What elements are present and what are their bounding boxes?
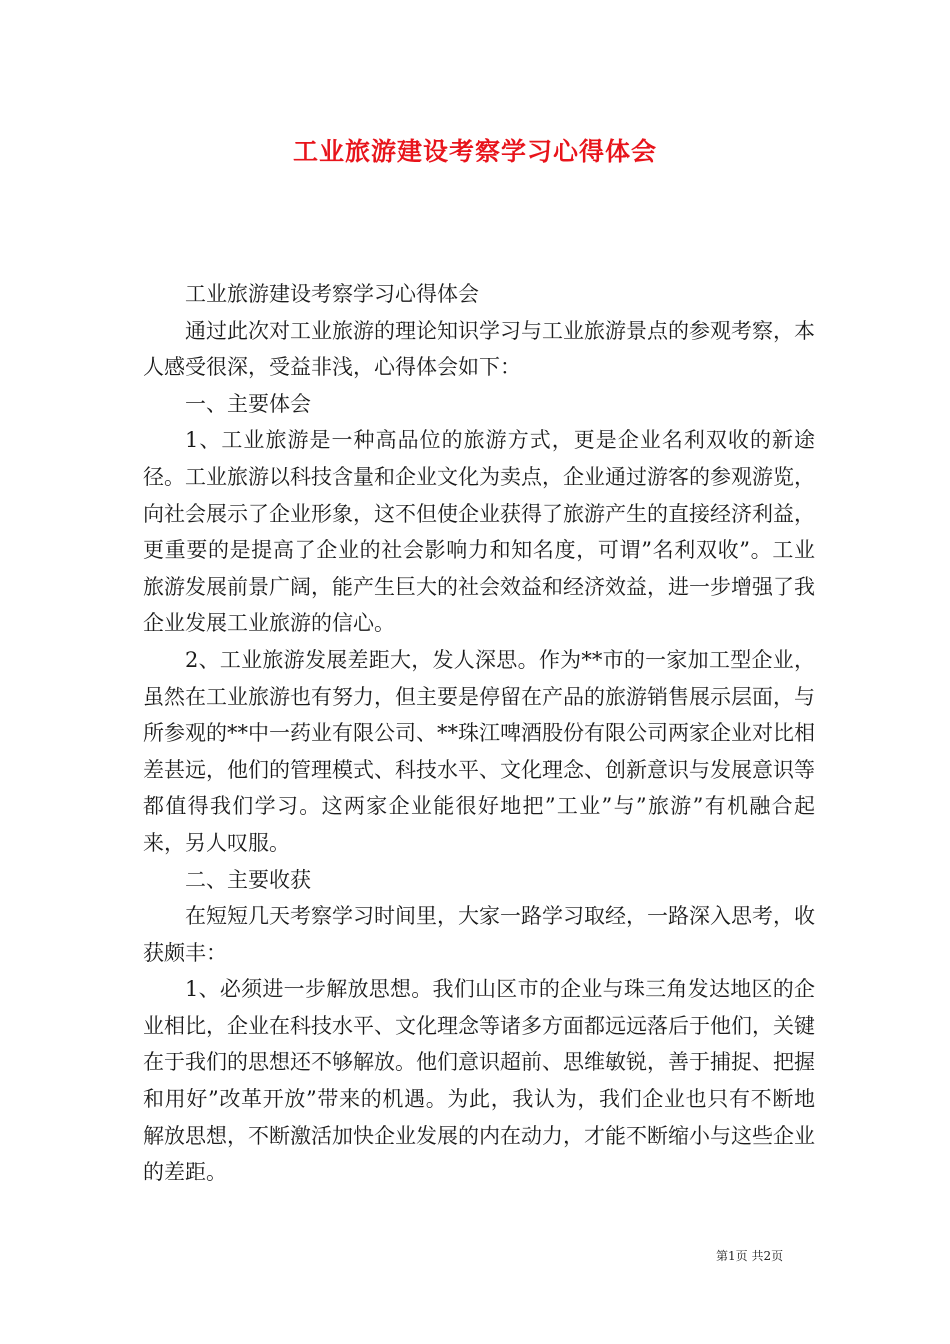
paragraph-gains-intro: 在短短几天考察学习时间里，大家一路学习取经，一路深入思考，收获颇丰： <box>143 904 815 965</box>
paragraph-gains-item-1: 1、必须进一步解放思想。我们山区市的企业与珠三角发达地区的企业相比，企业在科技水平、文化理念等诸多方面都远远落后于他们，关键在于我们的思想还不够解放。他们意识超前、思维敏锐，善于捕捉、把握和用好”改革开放”带来的机遇。为此，我认为，我们企业也只有不断地解放思想，不断激活加快企业发展的内在动力，才能不断缩小与这些企业的差距。 <box>143 977 815 1185</box>
document-body <box>143 276 815 1191</box>
document-title: 工业旅游建设考察学习心得体会 <box>292 137 657 166</box>
paragraph-item-1: 1、工业旅游是一种高品位的旅游方式，更是企业名利双收的新途径。工业旅游以科技含量和企业文化为卖点，企业通过游客的参观游览，向社会展示了企业形象，这不但使企业获得了旅游产生的直接经济利益，更重要的是提高了企业的社会影响力和知名度，可谓”名利双收”。工业旅游发展前景广阔，能产生巨大的社会效益和经济效益，进一步增强了我企业发展工业旅游的信心。 <box>143 428 815 636</box>
section-heading-2: 二、主要收获 <box>185 867 311 892</box>
page-number: 第1页 共2页 <box>716 1249 784 1263</box>
paragraph-heading: 工业旅游建设考察学习心得体会 <box>185 282 479 306</box>
paragraph-intro: 通过此次对工业旅游的理论知识学习与工业旅游景点的参观考察，本人感受很深，受益非浅，心得体会如下： <box>143 318 815 380</box>
paragraph-item-2: 2、工业旅游发展差距大，发人深思。作为**市的一家加工型企业，虽然在工业旅游也有努力，但主要是停留在产品的旅游销售展示层面，与所参观的**中一药业有限公司、**珠江啤酒股份有限公司两家企业对比相差甚远，他们的管理模式、科技水平、文化理念、创新意识与发展意识等都值得我们学习。这两家企业能很好地把”工业”与”旅游”有机融合起来，另人叹服。 <box>143 647 815 855</box>
section-heading-1: 一、主要体会 <box>185 391 311 416</box>
